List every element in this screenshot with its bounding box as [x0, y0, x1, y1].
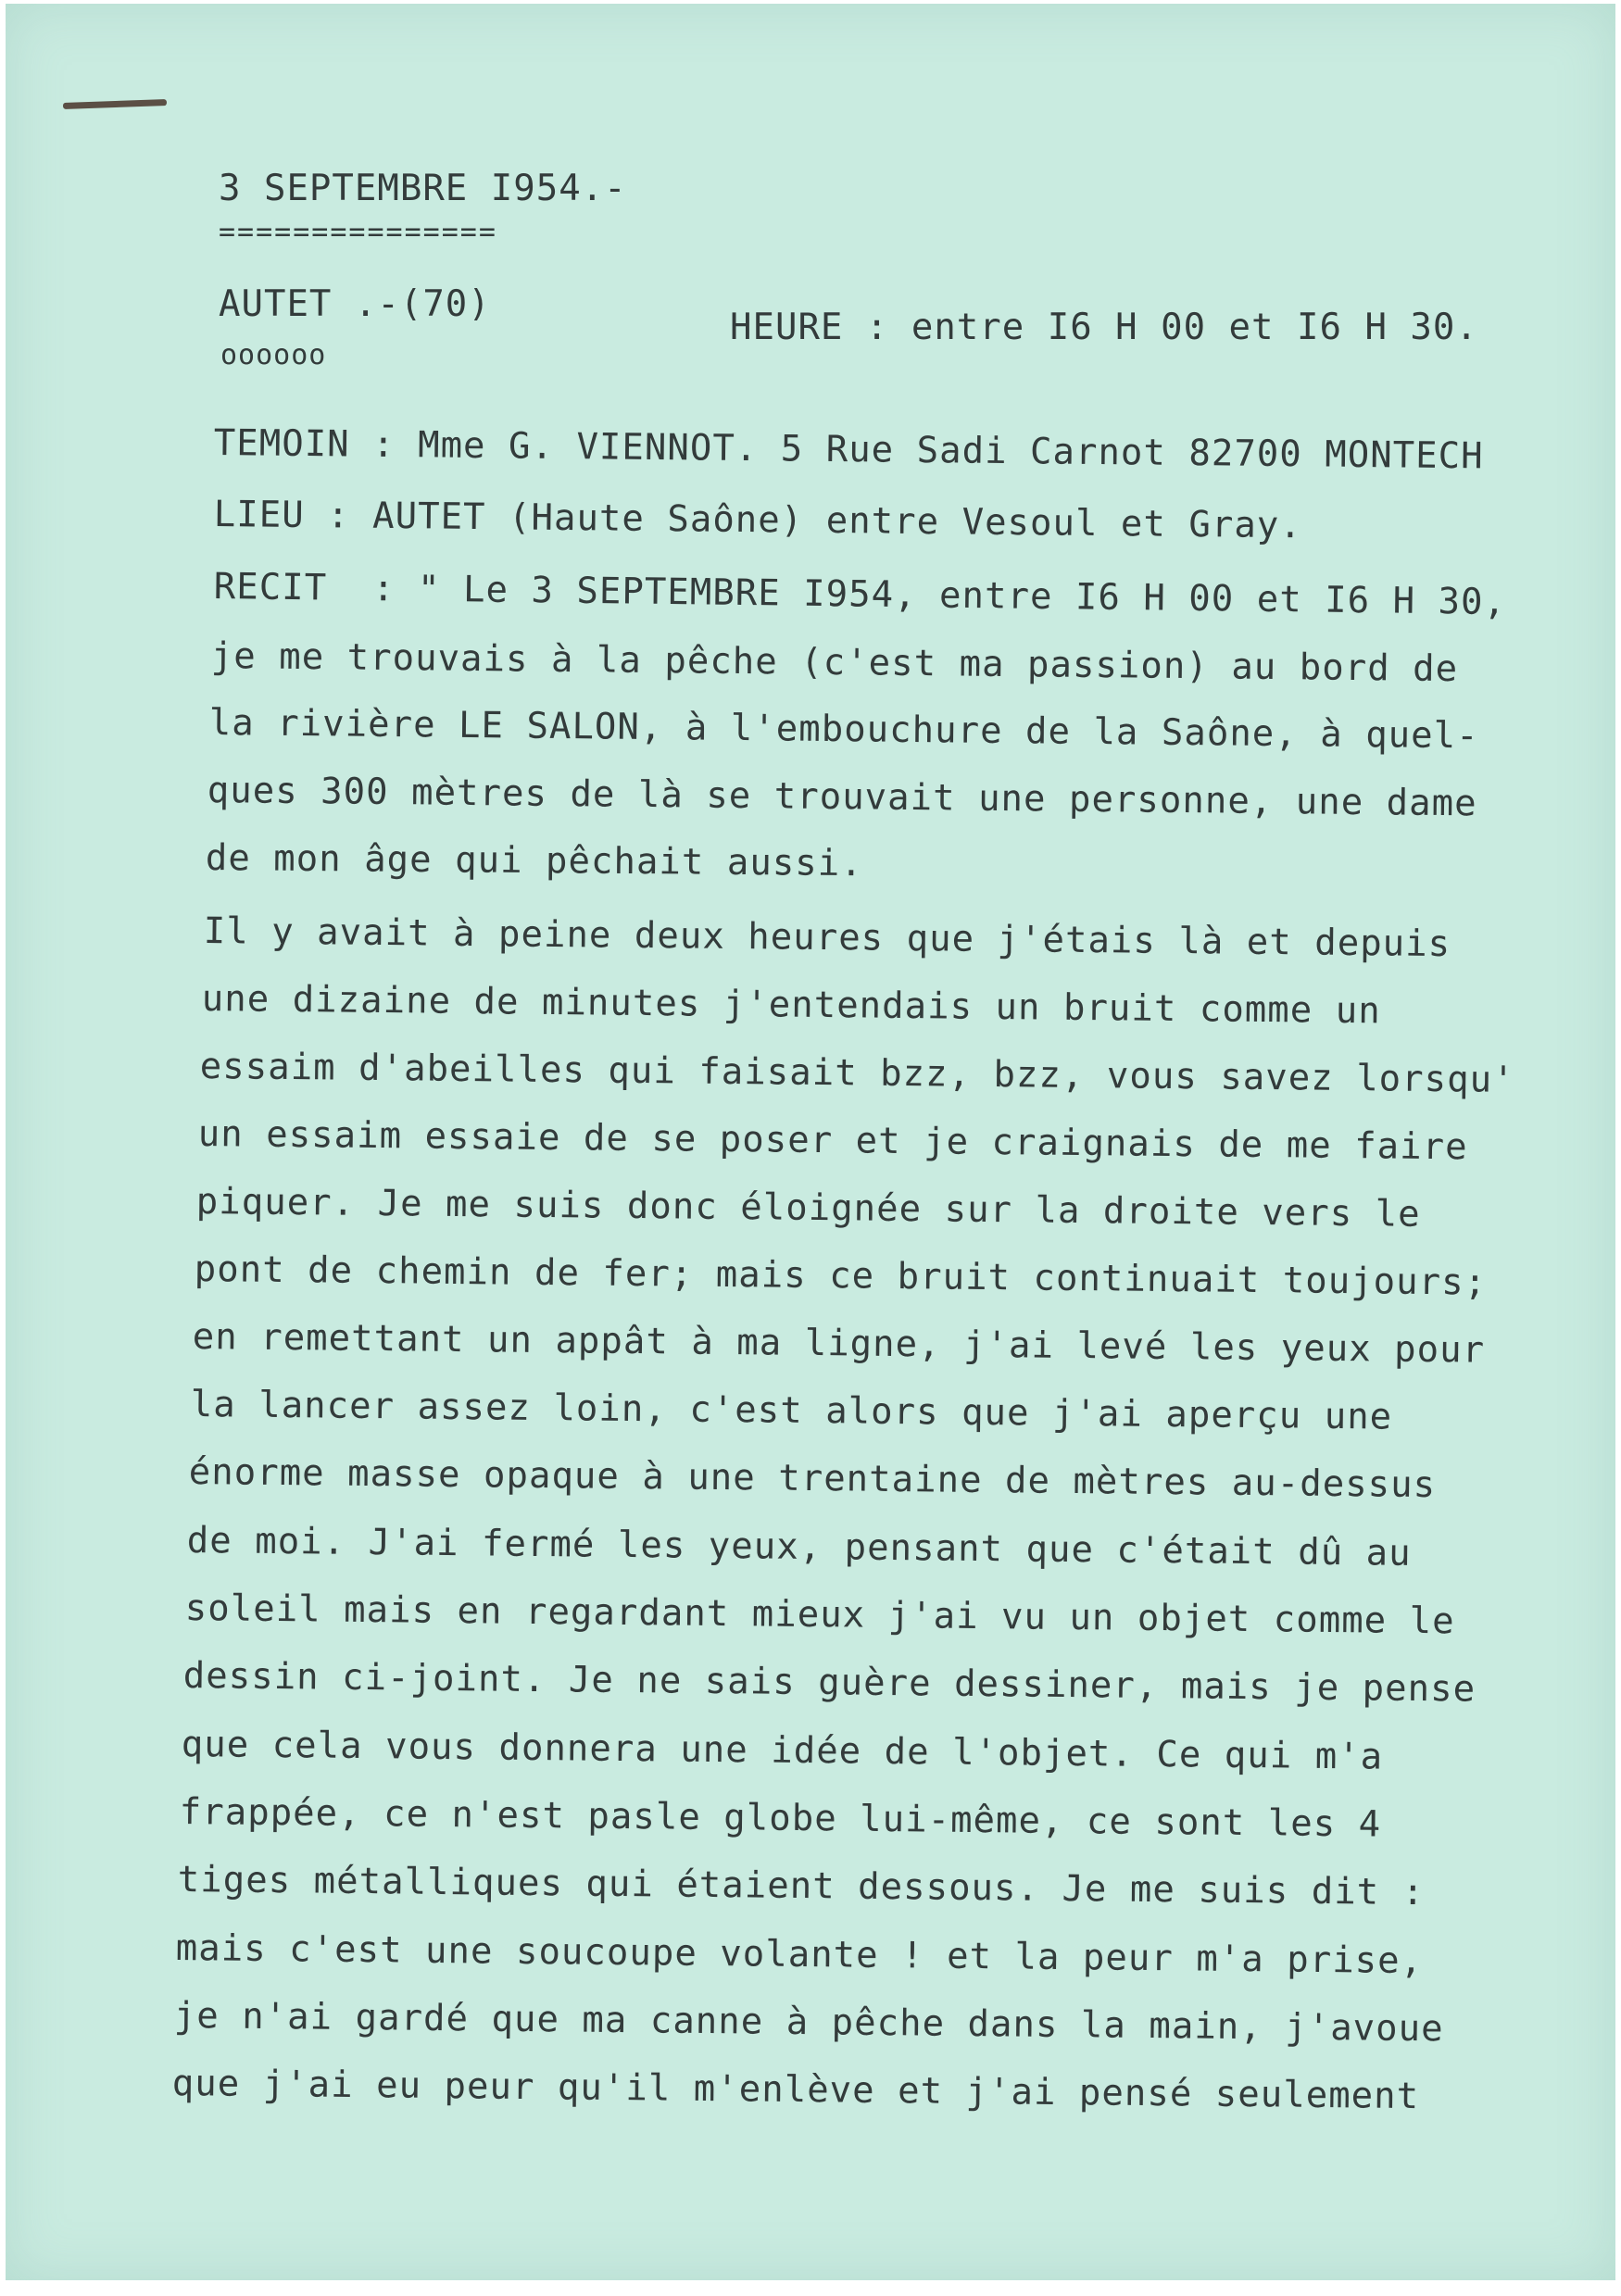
testimony-line: frappée, ce n'est pasle globe lui-même, ce sont les 4 — [179, 1791, 1382, 1846]
testimony-line: je n'ai gardé que ma canne à pêche dans la main, j'avoue — [173, 1995, 1444, 2051]
staple-mark — [63, 99, 167, 109]
testimony-line: un essaim essaie de se poser et je craignais de me faire — [197, 1113, 1468, 1169]
testimony-line: pont de chemin de fer; mais ce bruit continuait toujours; — [194, 1248, 1488, 1304]
place-underline-dots: oooooo — [220, 339, 327, 371]
testimony-line: énorme masse opaque à une trentaine de mètres au-dessus — [188, 1451, 1437, 1507]
typed-document-page — [6, 4, 1615, 2280]
testimony-line: en remettant un appât à ma ligne, j'ai levé les yeux pour — [192, 1316, 1486, 1372]
date-underline: =============== — [219, 216, 497, 248]
testimony-line: piquer. Je me suis donc éloignée sur la droite vers le — [195, 1181, 1421, 1236]
testimony-line: que cela vous donnera une idée de l'objet. Ce qui m'a — [181, 1724, 1384, 1778]
testimony-line: de mon âge qui pêchait aussi. — [205, 837, 863, 885]
testimony-line: dessin ci-joint. Je ne sais guère dessiner, mais je pense — [182, 1655, 1476, 1711]
testimony-line: RECIT : " Le 3 SEPTEMBRE I954, entre I6 H 00 et I6 H 30, — [213, 566, 1507, 624]
testimony-line: de moi. J'ai fermé les yeux, pensant que c'était dû au — [186, 1520, 1412, 1575]
testimony-line: la lancer assez loin, c'est alors que j'ai aperçu une — [190, 1384, 1393, 1438]
testimony-line: que j'ai eu peur qu'il m'enlève et j'ai pensé seulement — [171, 2063, 1420, 2118]
location-line: LIEU : AUTET (Haute Saône) entre Vesoul et Gray. — [213, 494, 1303, 547]
testimony-line: essaim d'abeilles qui faisait bzz, bzz, vous savez lorsqu' — [199, 1046, 1515, 1101]
testimony-line: ques 300 mètres de là se trouvait une personne, une dame — [207, 770, 1477, 825]
witness-line: TEMOIN : Mme G. VIENNOT. 5 Rue Sadi Carnot 82700 MONTECH — [213, 422, 1484, 478]
report-time: HEURE : entre I6 H 00 et I6 H 30. — [730, 307, 1478, 348]
testimony-line: je me trouvais à la pêche (c'est ma passion) au bord de — [210, 635, 1459, 691]
testimony-line: tiges métalliques qui étaient dessous. Je me suis dit : — [177, 1859, 1426, 1914]
testimony-line: Il y avait à peine deux heures que j'étais là et depuis — [203, 910, 1451, 966]
testimony-line: mais c'est une soucoupe volante ! et la peur m'a prise, — [175, 1927, 1424, 1983]
scan-bottom-margin — [0, 2280, 1621, 2296]
report-place: AUTET .-(70) — [219, 283, 491, 325]
report-date: 3 SEPTEMBRE I954.- — [219, 168, 627, 209]
testimony-line: une dizaine de minutes j'entendais un bruit comme un — [201, 978, 1381, 1033]
testimony-line: la rivière LE SALON, à l'embouchure de la Saône, à quel- — [208, 702, 1479, 758]
testimony-line: soleil mais en regardant mieux j'ai vu un objet comme le — [184, 1587, 1455, 1643]
